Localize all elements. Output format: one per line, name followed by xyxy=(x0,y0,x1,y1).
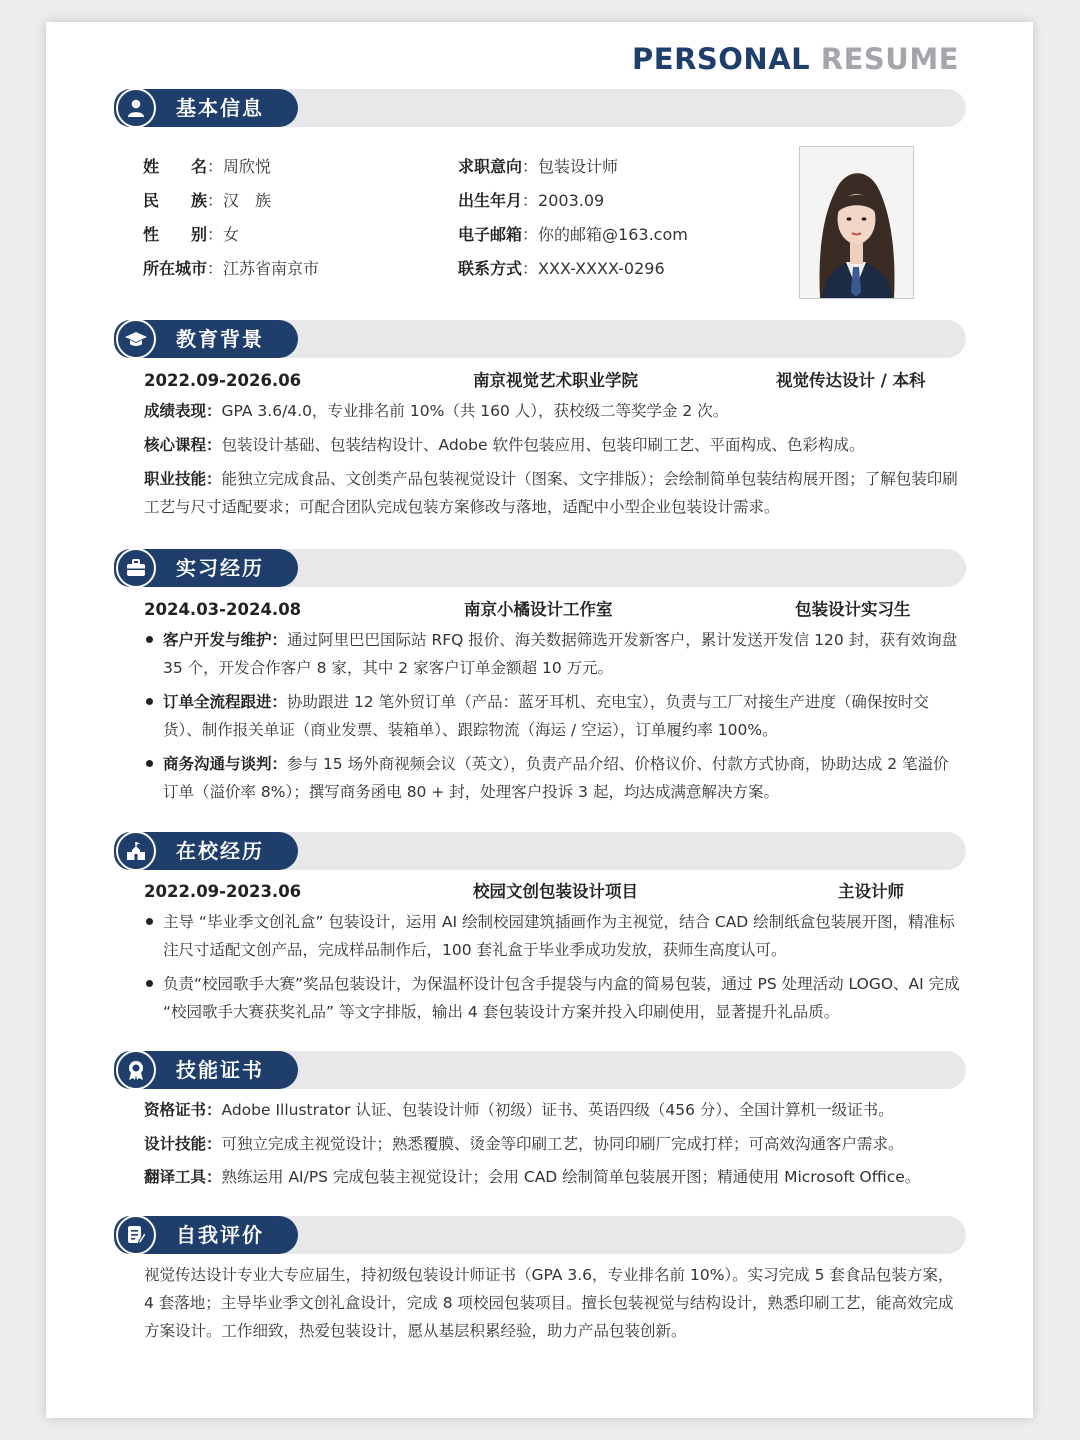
education-item xyxy=(144,465,960,521)
bullet-dot xyxy=(146,918,153,925)
edit-document-icon xyxy=(116,1215,156,1255)
section-header-internship xyxy=(114,549,966,587)
item-text: Adobe Illustrator 认证、包装设计师（初级）证书、英语四级（456 分）、全国计算机一级证书。 xyxy=(221,1101,894,1119)
info-label: 出生年月 xyxy=(458,191,523,210)
item-text: 协助跟进 12 笔外贸订单（产品：蓝牙耳机、充电宝），负责与工厂对接生产进度（确保按时交货）、制作报关单证（商业发票、装箱单）、跟踪物流（海运 / 空运），订单履约率 100%。 xyxy=(163,693,929,739)
section-title: 教育背景 xyxy=(176,327,264,351)
item-label: 核心课程： xyxy=(144,436,222,454)
info-value: XXX-XXXX-0296 xyxy=(538,259,665,278)
award-badge-icon xyxy=(116,1050,156,1090)
campus-project: 校园文创包装设计项目 xyxy=(473,882,638,901)
info-value: 包装设计师 xyxy=(538,157,619,176)
item-label: 资格证书： xyxy=(144,1101,222,1119)
item-label: 订单全流程跟进： xyxy=(163,693,288,711)
section-title: 技能证书 xyxy=(176,1058,264,1082)
campus-item xyxy=(144,970,960,1026)
item-text: 熟练运用 AI/PS 完成包装主视觉设计；会用 CAD 绘制简单包装展开图；精通使用 Microsoft Office。 xyxy=(221,1168,921,1186)
item-label: 成绩表现： xyxy=(144,402,222,420)
info-label: 性 别 xyxy=(143,225,208,244)
section-title: 实习经历 xyxy=(176,556,264,580)
section-header-campus xyxy=(114,832,966,870)
education-row xyxy=(144,369,944,393)
education-school: 南京视觉艺术职业学院 xyxy=(473,371,638,390)
info-city: 所在城市：江苏省南京市 xyxy=(143,259,320,278)
campus-row xyxy=(144,880,944,904)
info-label: 姓 名 xyxy=(143,157,208,176)
info-label: 求职意向 xyxy=(458,157,523,176)
item-text: 负责“校园歌手大赛”奖品包装设计，为保温杯设计包含手提袋与内盒的简易包装，通过 PS 处理活动 LOGO、AI 完成 “校园歌手大赛获奖礼品” 等文字排版，输出 4 套包装设计方案并投入印刷使用，显著提升礼品质。 xyxy=(163,975,960,1021)
internship-item xyxy=(144,626,960,682)
education-major: 视觉传达设计 / 本科 xyxy=(776,371,926,390)
section-title: 在校经历 xyxy=(176,839,264,863)
info-label: 电子邮箱 xyxy=(458,225,523,244)
section-header-evaluation xyxy=(114,1216,966,1254)
section-header-basic xyxy=(114,89,966,127)
education-period: 2022.09-2026.06 xyxy=(144,371,302,390)
item-text: 通过阿里巴巴国际站 RFQ 报价、海关数据筛选开发新客户，累计发送开发信 120 封，获有效询盘 35 个，开发合作客户 8 家，其中 2 家客户订单金额超 10 万元。 xyxy=(163,631,958,677)
item-text: 能独立完成食品、文创类产品包装视觉设计（图案、文字排版）；会绘制简单包装结构展开图；了解包装印刷工艺与尺寸适配要求；可配合团队完成包装方案修改与落地，适配中小型企业包装设计需求。 xyxy=(144,470,958,516)
resume-page xyxy=(46,22,1033,1418)
info-label: 所在城市 xyxy=(143,259,208,278)
evaluation-text: 视觉传达设计专业大专应届生，持初级包装设计师证书（GPA 3.6，专业排名前 10%）。实习完成 5 套食品包装方案，4 套落地；主导毕业季文创礼盒设计，完成 8 项校园包装项目。擅长包装视觉与结构设计，熟悉印刷工艺，能高效完成方案设计。工作细致，热爱包装设计，愿从基层积累经验，助力产品包装创新。 xyxy=(144,1266,954,1340)
info-value: 汉 族 xyxy=(223,191,272,210)
bullet-dot xyxy=(146,760,153,767)
education-item xyxy=(144,397,960,425)
info-value: 江苏省南京市 xyxy=(223,259,320,278)
internship-item xyxy=(144,688,960,744)
internship-company: 南京小橘设计工作室 xyxy=(464,600,613,619)
info-value: 2003.09 xyxy=(538,191,605,210)
person-icon xyxy=(116,88,156,128)
skills-item xyxy=(144,1163,960,1191)
info-birth: 出生年月：2003.09 xyxy=(458,191,605,210)
item-text: 参与 15 场外商视频会议（英文），负责产品介绍、价格议价、付款方式协商，协助达成 2 笔溢价订单（溢价率 8%）；撰写商务函电 80 + 封，处理客户投诉 3 起，均达成满意解决方案。 xyxy=(163,755,949,801)
info-label: 民 族 xyxy=(143,191,208,210)
info-phone: 联系方式：XXX-XXXX-0296 xyxy=(458,259,665,278)
bullet-dot xyxy=(146,636,153,643)
profile-photo xyxy=(799,146,914,299)
item-label: 职业技能： xyxy=(144,470,222,488)
info-label: 联系方式 xyxy=(458,259,523,278)
item-text: 可独立完成主视觉设计；熟悉覆膜、烫金等印刷工艺，协同印刷厂完成打样；可高效沟通客户需求。 xyxy=(221,1135,904,1153)
info-ethnicity: 民 族：汉 族 xyxy=(143,191,272,210)
item-label: 翻译工具： xyxy=(144,1168,222,1186)
internship-item xyxy=(144,750,960,806)
skills-item xyxy=(144,1096,960,1124)
resume-title-word1: PERSONAL xyxy=(632,42,811,76)
bullet-dot xyxy=(146,980,153,987)
info-name: 姓 名：周欣悦 xyxy=(143,157,272,176)
info-email: 电子邮箱：你的邮箱@163.com xyxy=(458,225,688,244)
item-label: 商务沟通与谈判： xyxy=(163,755,288,773)
campus-item xyxy=(144,908,960,964)
school-building-icon xyxy=(116,831,156,871)
bullet-dot xyxy=(146,698,153,705)
skills-item xyxy=(144,1130,960,1158)
section-title: 自我评价 xyxy=(176,1223,264,1247)
internship-row xyxy=(144,598,944,622)
resume-title-word2: RESUME xyxy=(820,42,959,76)
info-gender: 性 别：女 xyxy=(143,225,240,244)
internship-period: 2024.03-2024.08 xyxy=(144,600,302,619)
info-job: 求职意向：包装设计师 xyxy=(458,157,619,176)
campus-role: 主设计师 xyxy=(838,882,904,901)
item-label: 客户开发与维护： xyxy=(163,631,288,649)
campus-period: 2022.09-2023.06 xyxy=(144,882,302,901)
info-value: 你的邮箱@163.com xyxy=(538,225,688,244)
section-header-education xyxy=(114,320,966,358)
item-text: 包装设计基础、包装结构设计、Adobe 软件包装应用、包装印刷工艺、平面构成、色彩构成。 xyxy=(221,436,865,454)
education-item xyxy=(144,431,960,459)
info-value: 周欣悦 xyxy=(223,157,272,176)
graduation-cap-icon xyxy=(116,319,156,359)
item-label: 设计技能： xyxy=(144,1135,222,1153)
section-title: 基本信息 xyxy=(176,96,264,120)
item-text: 主导 “毕业季文创礼盒” 包装设计，运用 AI 绘制校园建筑插画作为主视觉，结合 CAD 绘制纸盒包装展开图，精准标注尺寸适配文创产品，完成样品制作后，100 套礼盒于毕业季成功发放，获师生高度认可。 xyxy=(163,913,955,959)
item-text: GPA 3.6/4.0，专业排名前 10%（共 160 人），获校级二等奖学金 2 次。 xyxy=(221,402,729,420)
section-header-skills xyxy=(114,1051,966,1089)
internship-role: 包装设计实习生 xyxy=(795,600,911,619)
info-value: 女 xyxy=(223,225,240,244)
resume-title xyxy=(632,42,959,76)
briefcase-icon xyxy=(116,548,156,588)
